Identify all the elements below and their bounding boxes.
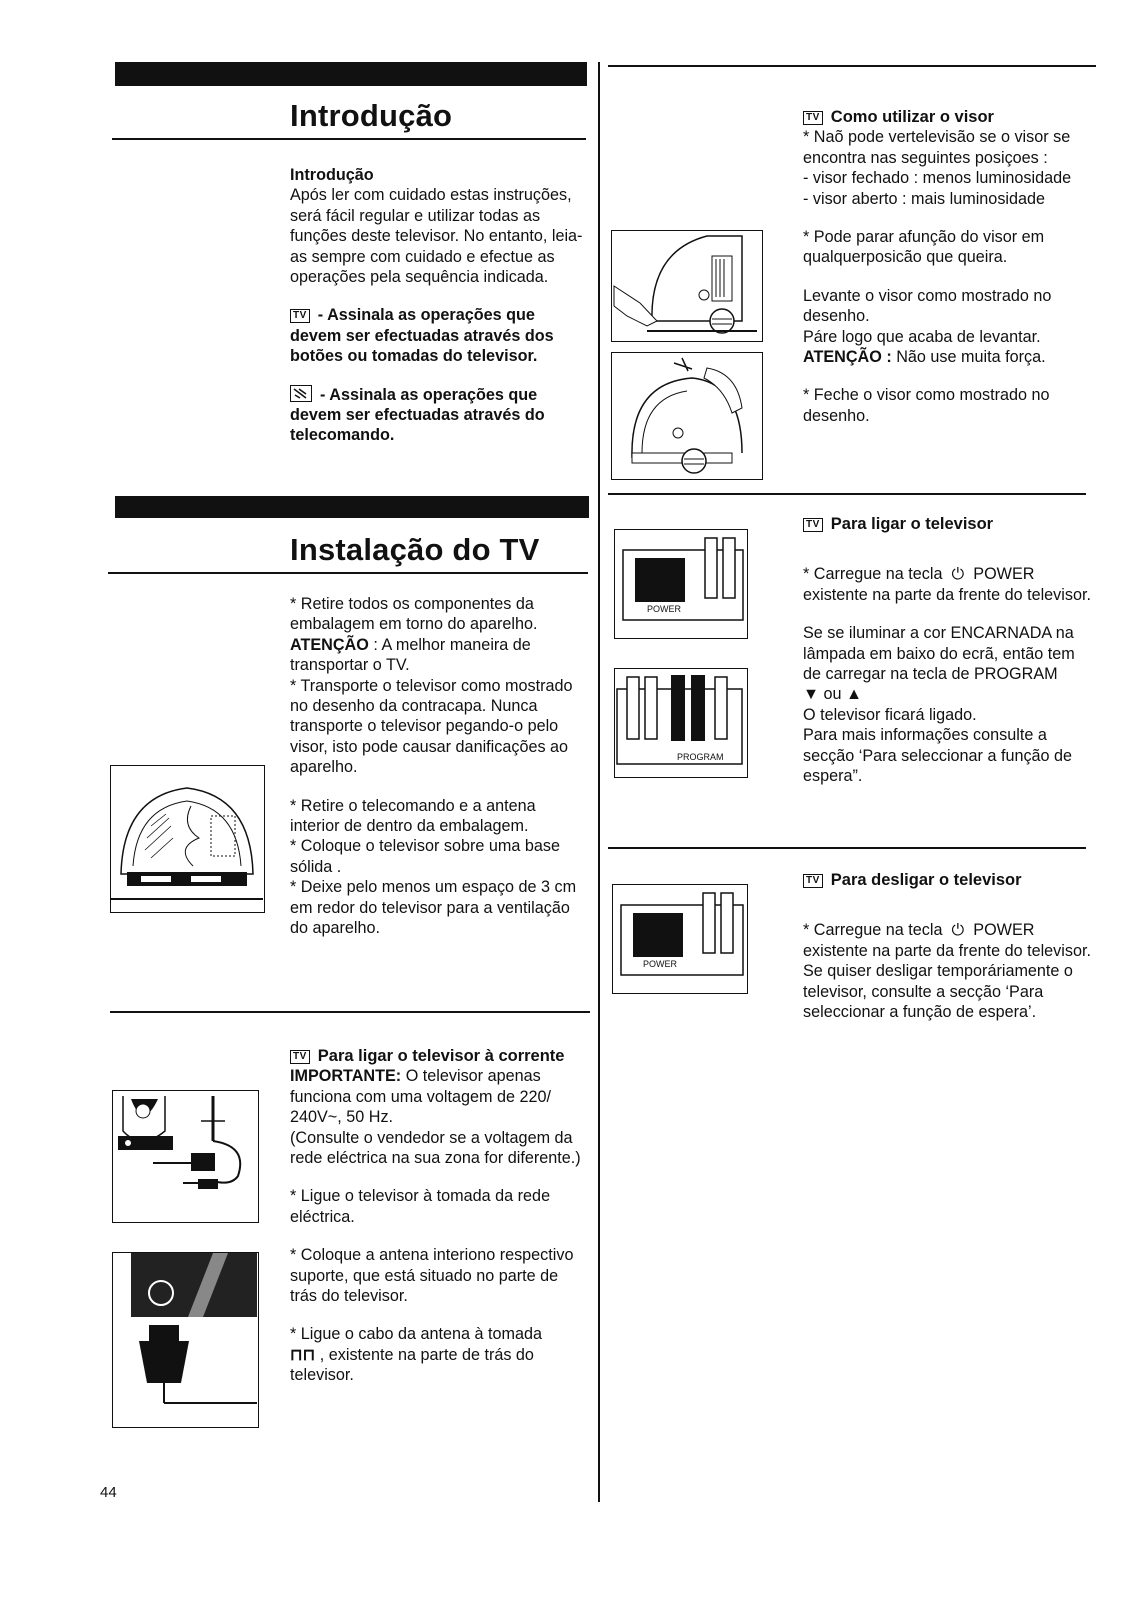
visor-p3: - visor aberto : mais luminosidade (803, 189, 1046, 208)
on-p2-arrows (803, 684, 1093, 704)
on-power-label: POWER (973, 565, 1035, 584)
visor-att-text: Não use muita força. (891, 348, 1046, 367)
up-arrow-icon: ▲ (846, 685, 863, 704)
power-p1: (Consulte o vendedor se a voltagem da rede eléctrica na sua zona for diferente.) (290, 1128, 581, 1168)
visor-p6: Páre logo que acaba de levantar. (803, 327, 1041, 346)
power-p3: * Coloque a antena interiono respectivo suporte, que está situado no parte de trás do televisor. (290, 1246, 574, 1306)
intro-text-block (290, 165, 585, 446)
power-p4 (290, 1324, 585, 1385)
on-heading-text: Para ligar o televisor (830, 515, 994, 533)
antenna-socket-icon: ⊓⊓ (290, 1345, 316, 1364)
column-divider (598, 62, 600, 1502)
section-bar-intro (115, 62, 587, 86)
on-p2: Se se iluminar a cor ENCARNADA na lâmpada em baixo do ecrã, então tem de carregar na tecla de PROGRAM (803, 624, 1075, 684)
tv-icon: TV (290, 309, 310, 323)
visor-p4: * Pode parar afunção do visor em qualquerposicão que queira. (803, 228, 1045, 267)
install-p5: * Deixe pelo menos um espaço de 3 cm em redor do televisor para a ventilação do aparelho. (290, 878, 577, 938)
section-bar-install (115, 496, 589, 518)
off-power-label: POWER (973, 921, 1035, 940)
install-attention (290, 635, 585, 676)
off-text-block (803, 870, 1093, 1022)
figure-antenna (112, 1252, 259, 1428)
down-arrow-icon: ▼ (803, 685, 820, 704)
rc-note (290, 385, 585, 446)
visor-attention (803, 347, 1093, 367)
title-introducao: Introdução (290, 98, 453, 133)
tv-icon: TV (803, 518, 823, 532)
figure-tv-dome (110, 765, 265, 913)
visor-open-drawing (612, 231, 761, 340)
important-label: IMPORTANTE: (290, 1067, 402, 1086)
visor-p5: Levante o visor como mostrado no desenho. (803, 286, 1052, 326)
tv-icon: TV (290, 1050, 310, 1064)
install-text-block (290, 594, 585, 939)
remote-control-icon (290, 385, 312, 402)
on-p4: Para mais informações consulte a secção ‘Para seleccionar a função de espera”. (803, 726, 1073, 786)
off-p1b: existente na parte da frente do televisor. (803, 941, 1091, 960)
on-heading (803, 514, 1093, 534)
visor-p7: * Feche o visor como mostrado no desenho. (803, 386, 1050, 425)
intro-body: Após ler com cuidado estas instruções, será fácil regular e utilizar todas as funções deste televisor. No entanto, leia-as sempre com cuidado e efectue as operações pela sequência indicada. (290, 186, 583, 287)
install-att-label: ATENÇÃO (290, 635, 369, 654)
mains-plug-drawing (113, 1091, 257, 1221)
power-heading-text: Para ligar o televisor à corrente (317, 1047, 565, 1065)
on-p1b: existente na parte da frente do televisor. (803, 585, 1091, 604)
important-text: O televisor apenas funciona com uma voltagem de 220/ 240V~, 50 Hz. (290, 1067, 551, 1127)
intro-subheading: Introdução (290, 166, 374, 184)
install-att-text: : A melhor maneira de transportar o TV. (290, 635, 531, 675)
rc-note-text: - Assinala as operações que devem ser efectuadas através do telecomando. (290, 385, 545, 445)
figure-power-button-off (612, 884, 748, 994)
on-p2-ou: ou (823, 685, 842, 704)
off-p1a: * Carregue na tecla (803, 921, 943, 940)
figure-mains-plug (112, 1090, 259, 1223)
visor-close-drawing (612, 353, 761, 478)
figure-program-buttons (614, 668, 748, 778)
tv-note-text: - Assinala as operações que devem ser efectuadas através dos botões ou tomadas do televisor. (290, 306, 554, 366)
power-heading (290, 1046, 585, 1066)
figure-power-label: POWER (647, 604, 682, 614)
figure-power-off-label: POWER (643, 959, 678, 969)
antenna-drawing (113, 1253, 257, 1426)
off-heading (803, 870, 1093, 890)
power-p2: * Ligue o televisor à tomada da rede eléctrica. (290, 1187, 551, 1226)
install-p1: * Retire todos os componentes da embalagem em torno do aparelho. (290, 595, 538, 634)
section-rule-off (608, 847, 1086, 849)
power-symbol-icon: ⏻ (951, 565, 965, 584)
tv-icon: TV (803, 874, 823, 888)
on-p1a: * Carregue na tecla (803, 565, 943, 584)
power-text-block (290, 1046, 585, 1386)
section-rule-on (608, 493, 1086, 495)
title-rule-install (108, 572, 588, 574)
visor-text-block (803, 107, 1093, 426)
power-symbol-icon: ⏻ (951, 921, 965, 940)
on-text-block (803, 514, 1093, 786)
on-p1 (803, 564, 1093, 584)
visor-att-label: ATENÇÃO : (803, 348, 892, 367)
off-p2: Se quiser desligar temporáriamente o televisor, consulte a secção ‘Para seleccionar a função de espera’. (803, 962, 1073, 1022)
tv-note (290, 305, 585, 366)
figure-visor-open (611, 230, 763, 342)
power-button-off-drawing (613, 885, 746, 992)
figure-program-label: PROGRAM (677, 752, 724, 762)
title-instalacao: Instalação do TV (290, 532, 540, 567)
page-number: 44 (100, 1484, 117, 1501)
power-important (290, 1066, 585, 1127)
power-p4b: , existente na parte de trás do televisor. (290, 1345, 534, 1385)
power-p4a: * Ligue o cabo da antena à tomada (290, 1325, 543, 1344)
visor-heading (803, 107, 1093, 127)
install-p3: * Retire o telecomando e a antena interior de dentro da embalagem. (290, 796, 536, 836)
section-rule-visor (608, 65, 1096, 67)
figure-visor-close (611, 352, 763, 480)
visor-p2: - visor fechado : menos luminosidade (803, 169, 1072, 188)
section-rule-power (110, 1011, 590, 1013)
on-p3: O televisor ficará ligado. (803, 705, 977, 724)
tv-dome-drawing (111, 766, 263, 911)
install-p4: * Coloque o televisor sobre uma base sólida . (290, 837, 560, 876)
figure-power-button-on (614, 529, 748, 639)
visor-heading-text: Como utilizar o visor (830, 108, 994, 126)
off-p1 (803, 920, 1093, 940)
visor-p1: * Naõ pode vertelevisão se o visor se encontra nas seguintes posiçoes : (803, 128, 1071, 167)
off-heading-text: Para desligar o televisor (830, 871, 1022, 889)
install-p2: * Transporte o televisor como mostrado no desenho da contracapa. Nunca transporte o televisor pegando-o pelo visor, isto pode causar danificações ao aparelho. (290, 676, 573, 777)
title-rule-intro (112, 138, 586, 140)
power-button-drawing (615, 530, 746, 637)
tv-icon: TV (803, 111, 823, 125)
